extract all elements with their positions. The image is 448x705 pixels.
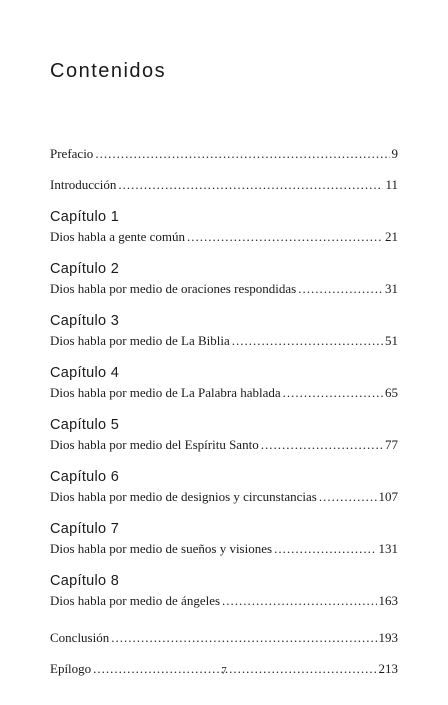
dot-leader xyxy=(298,280,383,297)
toc-entry xyxy=(50,332,398,349)
chapter-heading: Capítulo 1 xyxy=(50,209,120,225)
toc-entry-page: 213 xyxy=(378,661,398,676)
toc-entry-page: 107 xyxy=(378,489,398,504)
dot-leader xyxy=(187,228,383,245)
toc-entry-page: 131 xyxy=(378,541,398,556)
toc-entry-page: 193 xyxy=(378,630,398,645)
chapter-heading: Capítulo 5 xyxy=(50,417,120,433)
toc-entry xyxy=(50,384,398,401)
toc-entry-label: Dios habla por medio de La Palabra hablada xyxy=(50,385,281,400)
toc-entry-page: 65 xyxy=(385,385,398,400)
dot-leader xyxy=(274,540,376,557)
toc-chapter-6 xyxy=(50,469,398,505)
toc-entry-page: 21 xyxy=(385,229,398,244)
chapter-heading: Capítulo 7 xyxy=(50,521,120,537)
toc-entry-page: 163 xyxy=(378,593,398,608)
chapter-heading: Capítulo 2 xyxy=(50,261,120,277)
toc-entry-label: Dios habla por medio de sueños y visiones xyxy=(50,541,273,556)
dot-leader xyxy=(261,436,383,453)
chapter-heading: Capítulo 6 xyxy=(50,469,120,485)
toc-entry xyxy=(50,280,398,297)
toc-entry xyxy=(50,488,398,505)
dot-leader xyxy=(222,592,376,609)
toc-entry-label: Dios habla por medio de ángeles xyxy=(50,593,221,608)
toc-chapter-1 xyxy=(50,209,398,245)
toc-entry-page: 9 xyxy=(391,146,398,161)
table-of-contents xyxy=(50,145,398,691)
toc-entry-conclusion xyxy=(50,629,398,646)
toc-entry-label: Epílogo xyxy=(50,661,92,676)
toc-chapter-7 xyxy=(50,521,398,557)
page-title: Contenidos xyxy=(50,60,167,82)
toc-entry-page: 31 xyxy=(385,281,398,296)
dot-leader xyxy=(232,332,383,349)
dot-leader xyxy=(111,629,376,646)
toc-entry-label: Dios habla por medio de designios y circunstancias xyxy=(50,489,317,504)
toc-chapter-2 xyxy=(50,261,398,297)
toc-chapter-3 xyxy=(50,313,398,349)
toc-chapter-5 xyxy=(50,417,398,453)
toc-entry xyxy=(50,592,398,609)
toc-chapter-4 xyxy=(50,365,398,401)
page-number: 7 xyxy=(221,665,227,677)
toc-entry-prefacio xyxy=(50,145,398,162)
toc-entry-label: Conclusión xyxy=(50,630,110,645)
toc-entry-page: 11 xyxy=(385,177,398,192)
toc-entry-label: Dios habla por medio de oraciones respondidas xyxy=(50,281,297,296)
toc-chapter-8 xyxy=(50,573,398,609)
toc-entry-label: Dios habla por medio de La Biblia xyxy=(50,333,230,348)
toc-entry-introduccion xyxy=(50,176,398,193)
dot-leader xyxy=(95,145,389,162)
dot-leader xyxy=(283,384,383,401)
toc-entry xyxy=(50,436,398,453)
toc-entry-label: Dios habla a gente común xyxy=(50,229,186,244)
chapter-heading: Capítulo 3 xyxy=(50,313,120,329)
toc-entry-page: 51 xyxy=(385,333,398,348)
dot-leader xyxy=(319,488,377,505)
chapter-heading: Capítulo 4 xyxy=(50,365,120,381)
chapter-heading: Capítulo 8 xyxy=(50,573,120,589)
toc-entry-label: Prefacio xyxy=(50,146,94,161)
toc-entry xyxy=(50,228,398,245)
toc-entry-label: Introducción xyxy=(50,177,117,192)
toc-entry-page: 77 xyxy=(385,437,398,452)
dot-leader xyxy=(118,176,383,193)
toc-entry-label: Dios habla por medio del Espíritu Santo xyxy=(50,437,259,452)
toc-entry xyxy=(50,540,398,557)
